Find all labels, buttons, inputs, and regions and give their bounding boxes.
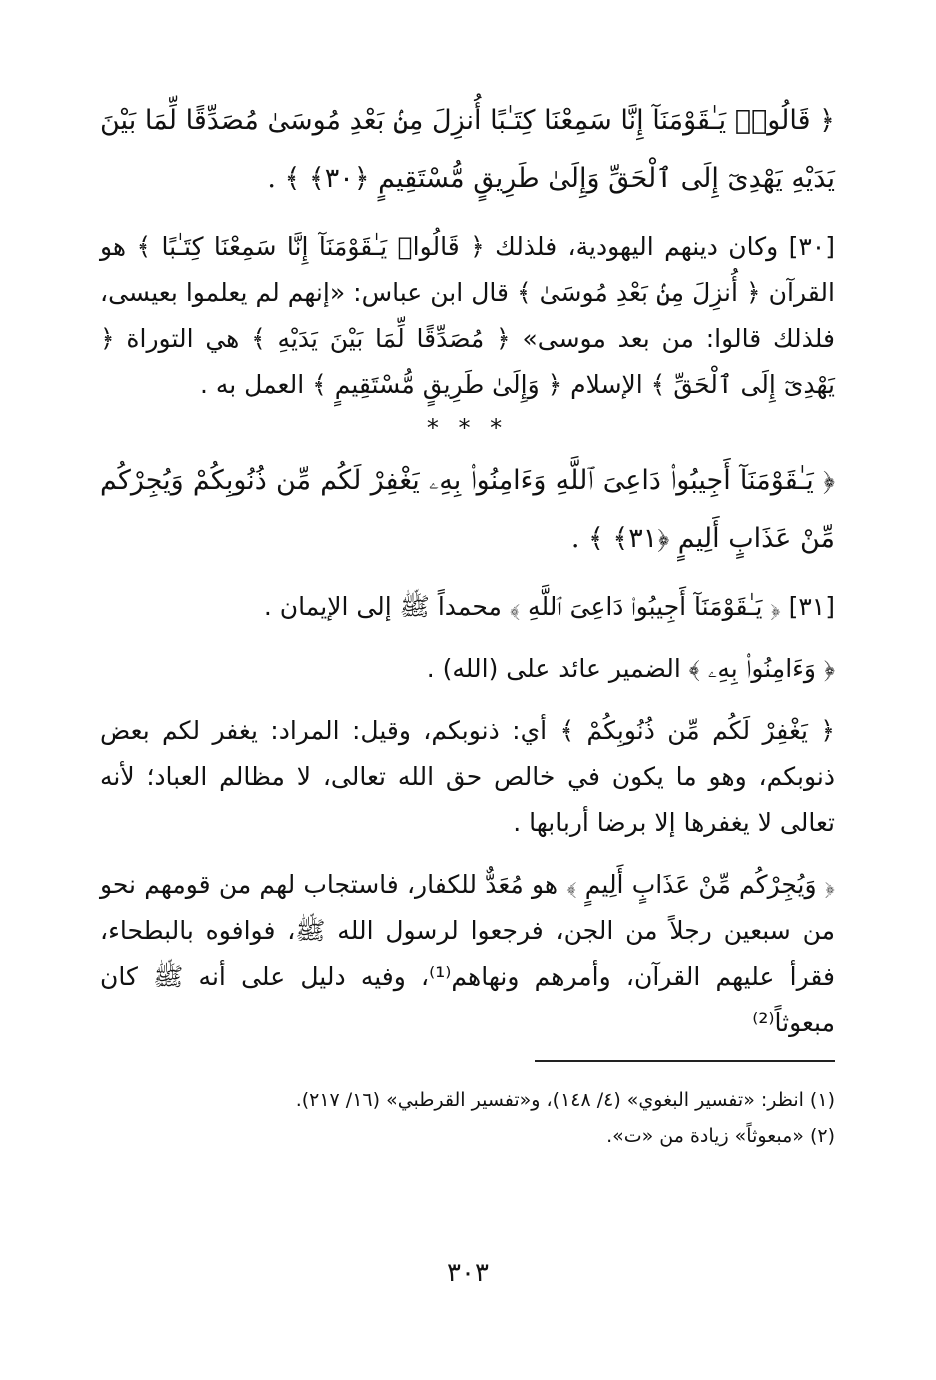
commentary-31-a: [٣١] ﴿ يَـٰقَوْمَنَآ أَجِيبُوا۟ دَاعِىَ ٱللَّهِ ﴾ محمداً ﷺ إلى الإيمان . xyxy=(263,592,835,621)
verse-30: ﴿ قَالُوا۟ يَـٰقَوْمَنَآ إِنَّا سَمِعْنَا كِتَـٰبًا أُنزِلَ مِنۢ بَعْدِ مُوسَىٰ مُصَدِّقًا لِّمَا بَيْنَ يَدَيْهِ يَهْدِىٓ إِلَى ٱلْحَقِّ وَإِلَىٰ طَرِيقٍ مُّسْتَقِيمٍ ﴿٣٠﴾ ﴾ . xyxy=(100,105,835,194)
page-number: ٣٠٣ xyxy=(447,1258,489,1288)
section-separator: * * * xyxy=(426,414,509,442)
commentary-31-c: ﴿ يَغْفِرْ لَكُم مِّن ذُنُوبِكُمْ ﴾ أي: ذنوبكم، وقيل: المراد: يغفر لكم بعض ذنوبكم، وهو ما يكون في خالص حق الله تعالى، لا مظالم العباد؛ لأنه تعالى لا يغفرها إلا برضا أربابها . xyxy=(100,716,835,837)
footnote-1: (١) انظر: «تفسير البغوي» (٤/ ١٤٨)، و«تفسير القرطبي» (١٦/ ٢١٧). xyxy=(295,1089,835,1111)
footnote-divider xyxy=(535,1060,835,1062)
footnote-2: (٢) «مبعوثاً» زيادة من «ت». xyxy=(606,1125,835,1147)
verse-31: ﴿ يَـٰقَوْمَنَآ أَجِيبُوا۟ دَاعِىَ ٱللَّهِ وَءَامِنُوا۟ بِهِۦ يَغْفِرْ لَكُم مِّن ذُنُوبِكُمْ وَيُجِرْكُم مِّنْ عَذَابٍ أَلِيمٍ ﴿٣١﴾ ﴾ . xyxy=(100,465,835,554)
footnotes xyxy=(100,1082,835,1154)
page-content xyxy=(100,92,835,1322)
commentary-31-d: ﴿ وَيُجِرْكُم مِّنْ عَذَابٍ أَلِيمٍ ﴾ هو مُعَدٌّ للكفار، فاستجاب لهم من قومهم نحو من سبعين رجلاً من الجن، فرجعوا لرسول الله ﷺ، فوافوه بالبطحاء، فقرأ عليهم القرآن، وأمرهم ونهاهم⁽¹⁾، وفيه دليل على أنه ﷺ كان مبعوثاً⁽²⁾ xyxy=(100,870,835,1037)
commentary-31-b: ﴿ وَءَامِنُوا۟ بِهِۦ ﴾ الضمير عائد على (الله) . xyxy=(426,654,835,683)
commentary-30: [٣٠] وكان دينهم اليهودية، فلذلك ﴿ قَالُوا۟ يَـٰقَوْمَنَآ إِنَّا سَمِعْنَا كِتَـٰبًا ﴾ هو القرآن ﴿ أُنزِلَ مِنۢ بَعْدِ مُوسَىٰ ﴾ قال ابن عباس: «إنهم لم يعلموا بعيسى، فلذلك قالوا: من بعد موسى» ﴿ مُصَدِّقًا لِّمَا بَيْنَ يَدَيْهِ ﴾ هي التوراة ﴿ يَهْدِىٓ إِلَى ٱلْحَقِّ ﴾ الإسلام ﴿ وَإِلَىٰ طَرِيقٍ مُّسْتَقِيمٍ ﴾ العمل به . xyxy=(100,232,835,399)
